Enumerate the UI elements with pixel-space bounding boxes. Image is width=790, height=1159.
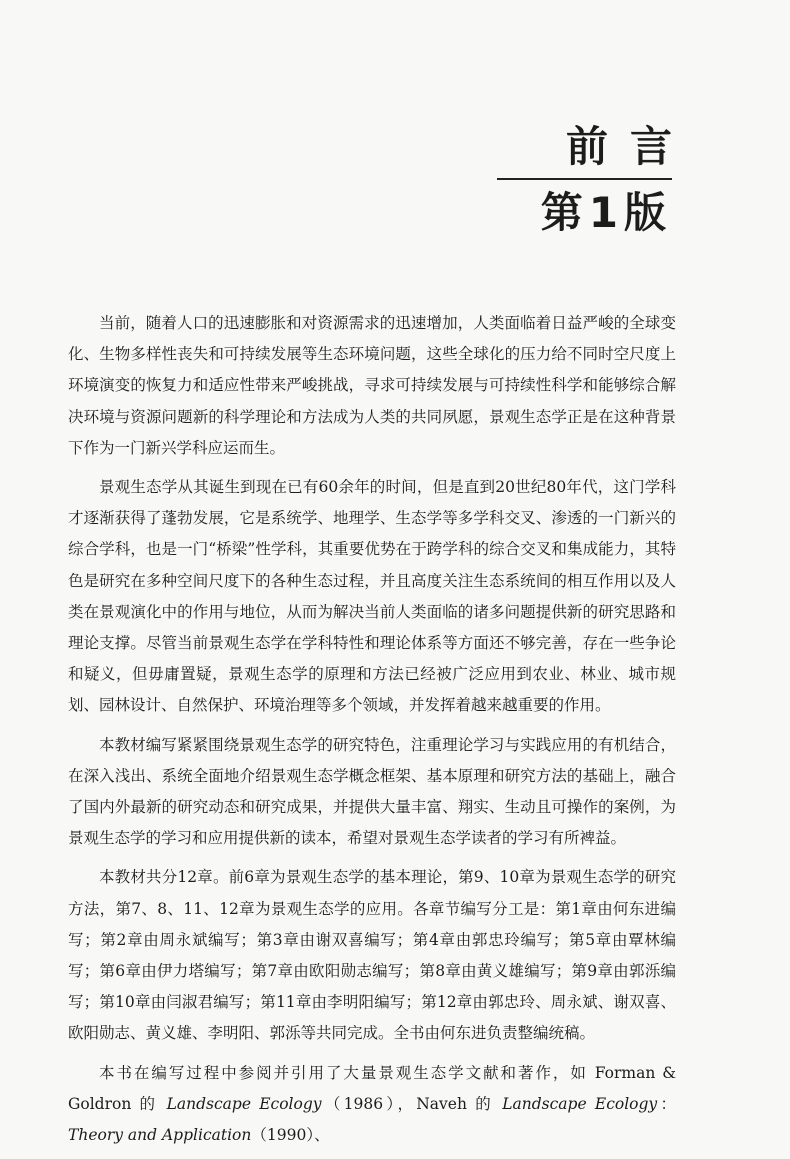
- preface-title: 前言: [565, 122, 694, 171]
- book-subtitle-2: Theory and Application: [68, 1126, 252, 1145]
- paragraph-5-text-3: ：: [657, 1094, 676, 1113]
- paragraph-1: 当前，随着人口的迅速膨胀和对资源需求的迅速增加，人类面临着日益严峻的全球变化、生物多样性丧失和可持续发展等生态环境问题，这些全球化的压力给不同时空尺度上环境演变的恢复力和适应性带来严峻挑战，寻求可持续发展与可持续性科学和能够综合解决环境与资源问题新的科学理论和方法成为人类的共同夙愿，景观生态学正是在这种背景下作为一门新兴学科应运而生。: [68, 314, 676, 457]
- edition-title: 第1版: [540, 188, 672, 237]
- paragraph-5-text-4: （1990）、: [251, 1126, 330, 1145]
- book-title-2: Landscape Ecology: [502, 1094, 658, 1113]
- preface-heading: [497, 122, 694, 238]
- preface-body: [68, 308, 676, 1159]
- paragraph-5-text-1: 本书在编写过程中参阅并引用了大量景观生态学文献和著作，如 Forman & Goldron 的: [68, 1063, 676, 1113]
- paragraph-3: 本教材编写紧紧围绕景观生态学的研究特色，注重理论学习与实践应用的有机结合，在深入浅出、系统全面地介绍景观生态学概念框架、基本原理和研究方法的基础上，融合了国内外最新的研究动态和研究成果，并提供大量丰富、翔实、生动且可操作的案例，为景观生态学的学习和应用提供新的读本，希望对景观生态学读者的学习有所裨益。: [68, 735, 676, 848]
- book-title-1: Landscape Ecology: [166, 1094, 322, 1113]
- title-divider: [497, 178, 672, 180]
- paragraph-2: 景观生态学从其诞生到现在已有60余年的时间，但是直到20世纪80年代，这门学科才逐渐获得了蓬勃发展，它是系统学、地理学、生态学等多学科交叉、渗透的一门新兴的综合学科，也是一门“桥梁”性学科，其重要优势在于跨学科的综合交叉和集成能力，其特色是研究在多种空间尺度下的各种生态过程，并且高度关注生态系统间的相互作用以及人类在景观演化中的作用与地位，从而为解决当前人类面临的诸多问题提供新的研究思路和理论支撑。尽管当前景观生态学在学科特性和理论体系等方面还不够完善，存在一些争论和疑义，但毋庸置疑，景观生态学的原理和方法已经被广泛应用到农业、林业、城市规划、园林设计、自然保护、环境治理等多个领域，并发挥着越来越重要的作用。: [68, 478, 676, 715]
- paragraph-5-text-2: （1986），Naveh 的: [321, 1094, 503, 1113]
- paragraph-4: 本教材共分12章。前6章为景观生态学的基本理论，第9、10章为景观生态学的研究方法，第7、8、11、12章为景观生态学的应用。各章节编写分工是：第1章由何东进编写；第2章由周永斌编写；第3章由谢双喜编写；第4章由郭忠玲编写；第5章由覃林编写；第6章由伊力塔编写；第7章由欧阳勋志编写；第8章由黄义雄编写；第9章由郭泺编写；第10章由闫淑君编写；第11章由李明阳编写；第12章由郭忠玲、周永斌、谢双喜、欧阳勋志、黄义雄、李明阳、郭泺等共同完成。全书由何东进负责整编统稿。: [68, 868, 676, 1043]
- paragraph-5: [68, 1058, 676, 1152]
